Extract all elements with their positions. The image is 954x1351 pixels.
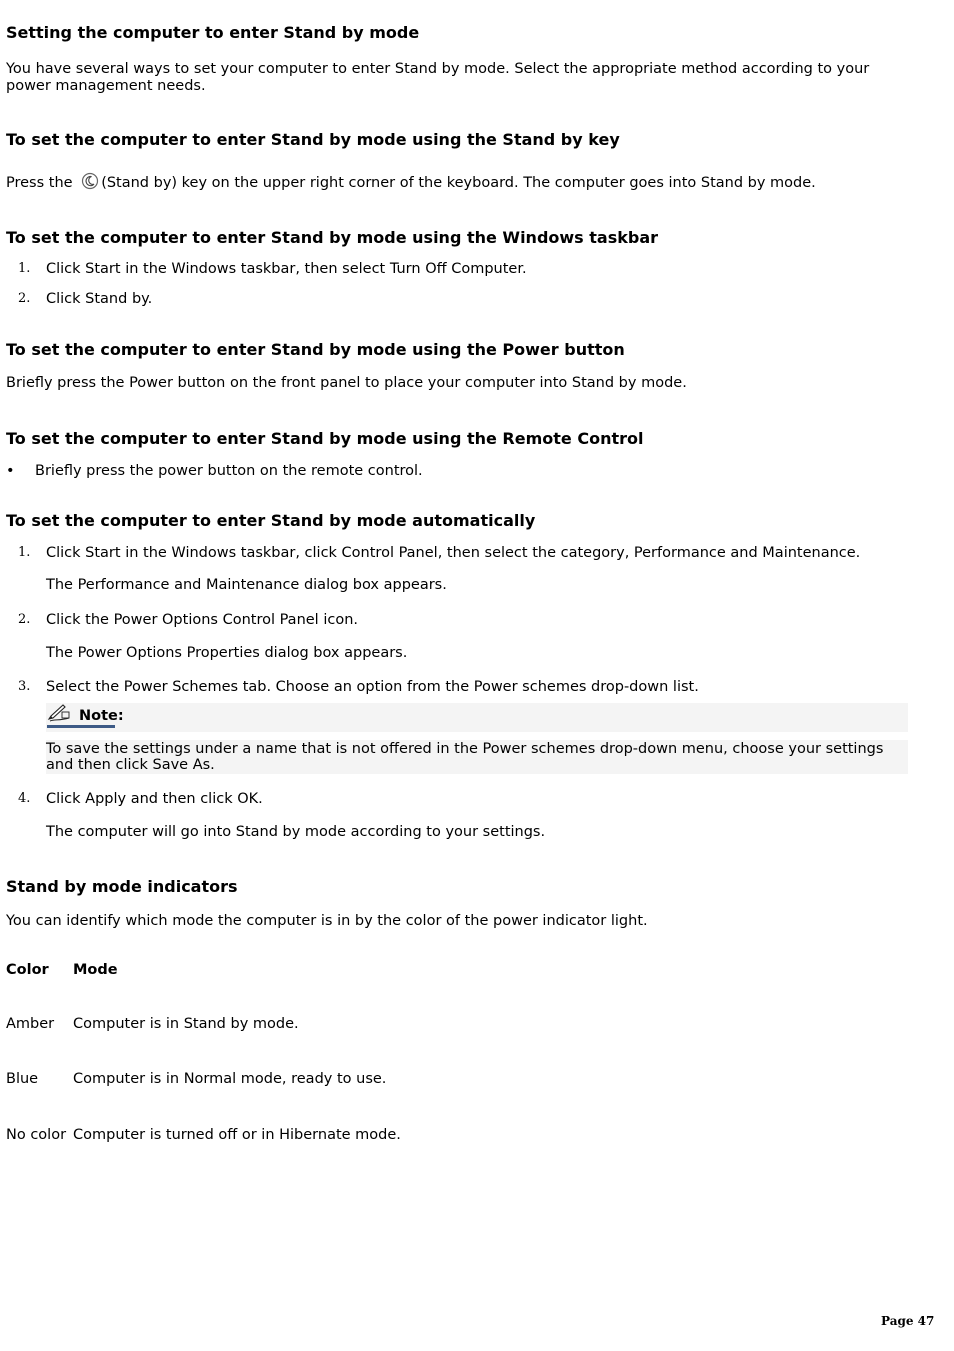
list-item-subtext: The computer will go into Stand by mode according to your settings. bbox=[46, 824, 546, 840]
table-cell-mode: Computer is in Stand by mode. bbox=[73, 1016, 299, 1032]
list-item-number: 1. bbox=[18, 261, 31, 276]
list-item-number: 4. bbox=[18, 791, 31, 806]
power-button-paragraph: Briefly press the Power button on the front panel to place your computer into Stand by mode. bbox=[6, 375, 687, 391]
list-item-text: Click Apply and then click OK. bbox=[46, 791, 263, 807]
note-underline bbox=[47, 725, 115, 728]
page-number: Page 47 bbox=[881, 1314, 935, 1328]
standby-key-icon bbox=[81, 172, 99, 190]
table-header-color: Color bbox=[6, 962, 49, 978]
list-item-text: Click Start in the Windows taskbar, then select Turn Off Computer. bbox=[46, 261, 527, 277]
standby-key-text-before: Press the bbox=[6, 175, 73, 191]
page-title: Setting the computer to enter Stand by mode bbox=[6, 23, 420, 42]
list-item-number: 2. bbox=[18, 612, 31, 627]
note-header-bar bbox=[46, 703, 908, 732]
note-text: To save the settings under a name that is not offered in the Power schemes drop-down menu, choose your settings and then click Save As. bbox=[46, 741, 884, 773]
table-cell-mode: Computer is turned off or in Hibernate mode. bbox=[73, 1127, 401, 1143]
list-item-text: Click Stand by. bbox=[46, 291, 153, 307]
intro-paragraph: You have several ways to set your computer to enter Stand by mode. Select the appropriate method according to your power management needs. bbox=[6, 61, 870, 94]
list-item-subtext: The Performance and Maintenance dialog box appears. bbox=[46, 577, 447, 593]
bullet-icon: • bbox=[6, 463, 15, 479]
list-item-text: Click Start in the Windows taskbar, click Control Panel, then select the category, Performance and Maintenance. bbox=[46, 545, 861, 561]
list-item-text: Select the Power Schemes tab. Choose an option from the Power schemes drop-down list. bbox=[46, 679, 699, 695]
list-item-number: 2. bbox=[18, 291, 31, 306]
list-item-number: 1. bbox=[18, 545, 31, 560]
list-item-number: 3. bbox=[18, 679, 31, 694]
note-pencil-icon bbox=[47, 704, 71, 722]
bullet-item-text: Briefly press the power button on the remote control. bbox=[35, 463, 423, 479]
standby-key-paragraph bbox=[6, 172, 816, 191]
list-item-subtext: The Power Options Properties dialog box appears. bbox=[46, 645, 408, 661]
indicators-intro: You can identify which mode the computer is in by the color of the power indicator light. bbox=[6, 913, 648, 929]
standby-key-text-after: (Stand by) key on the upper right corner of the keyboard. The computer goes into Stand by mode. bbox=[101, 175, 816, 191]
heading-standby-key: To set the computer to enter Stand by mode using the Stand by key bbox=[6, 130, 620, 149]
heading-remote-control: To set the computer to enter Stand by mode using the Remote Control bbox=[6, 429, 644, 448]
heading-windows-taskbar: To set the computer to enter Stand by mode using the Windows taskbar bbox=[6, 228, 659, 247]
heading-power-button: To set the computer to enter Stand by mode using the Power button bbox=[6, 340, 625, 359]
list-item-text: Click the Power Options Control Panel icon. bbox=[46, 612, 358, 628]
heading-automatically: To set the computer to enter Stand by mode automatically bbox=[6, 511, 536, 530]
note-label: Note: bbox=[79, 708, 124, 724]
table-cell-color: Blue bbox=[6, 1071, 39, 1087]
table-header-mode: Mode bbox=[73, 962, 118, 978]
table-cell-color: Amber bbox=[6, 1016, 55, 1032]
table-cell-color: No color bbox=[6, 1127, 67, 1143]
heading-indicators: Stand by mode indicators bbox=[6, 877, 238, 896]
table-cell-mode: Computer is in Normal mode, ready to use. bbox=[73, 1071, 387, 1087]
